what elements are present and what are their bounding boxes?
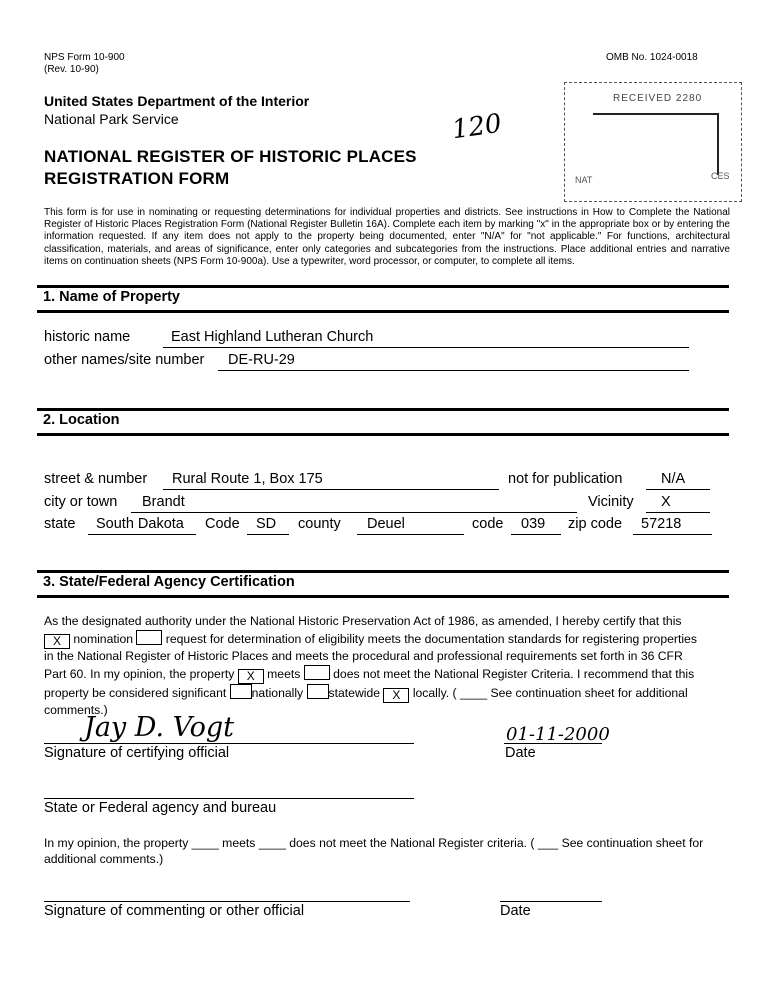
county-code-line [511, 534, 561, 535]
cert-line-4-text: Part 60. In my opinion, the property [44, 666, 235, 681]
street-label: street & number [44, 471, 148, 487]
statewide-checkbox[interactable] [307, 684, 329, 699]
request-label: request for determination of eligibility meets the documentation standards for registering properties [165, 631, 697, 646]
historic-name-label: historic name [44, 329, 131, 345]
locally-checkbox[interactable]: X [383, 688, 409, 703]
section1-title: 1. Name of Property [43, 289, 180, 305]
does-not-meet-label: does not meet the National Register Criteria. I recommend that this [333, 666, 695, 681]
county-label: county [298, 516, 341, 532]
not-for-publication-value[interactable]: N/A [661, 471, 686, 487]
cert-line-4 [44, 665, 734, 684]
historic-name-line [163, 347, 689, 348]
form-number: NPS Form 10-900 [44, 52, 125, 63]
state-code-value[interactable]: SD [256, 516, 277, 532]
county-value[interactable]: Deuel [367, 516, 405, 532]
city-value[interactable]: Brandt [142, 494, 185, 510]
stamp-ces-text: CES [711, 171, 730, 181]
certification-text [44, 614, 734, 718]
department-name: United States Department of the Interior [44, 93, 310, 109]
signature-label: Signature of certifying official [44, 745, 230, 761]
other-names-line [218, 370, 689, 371]
section3-title: 3. State/Federal Agency Certification [43, 574, 295, 590]
zip-value[interactable]: 57218 [641, 516, 682, 532]
cert-line-5-text: property be considered significant [44, 685, 227, 700]
form-title-line1: NATIONAL REGISTER OF HISTORIC PLACES [44, 147, 417, 166]
cert-line-6: comments.) [44, 702, 108, 717]
handwritten-date: 01-11-2000 [506, 724, 610, 745]
not-for-publication-label: not for publication [508, 471, 623, 487]
agency-line [44, 798, 414, 799]
state-line [88, 534, 196, 535]
instructions-text: This form is for use in nominating or requesting determinations for individual properties and districts. See instructions in How to Complete the National Register of Historic Places Registration Form (National Register Bulletin 16A). Complete each item by marking "x" in the appropriate box or by entering the information requested. If any item does not apply to the property being documented, enter "N/A" for "not applicable." For functions, architectural classification, materials, and areas of significance, enter only categories and subcategories from the instructions. Place additional entries and narrative items on continuation sheets (NPS Form 10-900a). Use a typewriter, word processor, or computer, to complete all items. [44, 207, 730, 267]
handwritten-signature: Jay D. Vogt [84, 712, 235, 743]
vicinity-value[interactable]: X [661, 494, 671, 510]
opinion-text: In my opinion, the property ____ meets ____ does not meet the National Register criteria. ( ___ See continuation sheet for additional comments.) [44, 836, 704, 866]
date-label: Date [505, 745, 536, 761]
not-for-publication-line [646, 489, 710, 490]
state-code-label: Code [205, 516, 240, 532]
stamp-received-text: RECEIVED 2280 [613, 93, 703, 104]
county-line [357, 534, 464, 535]
section2-title: 2. Location [43, 412, 120, 428]
commenting-date-label: Date [500, 903, 531, 919]
stamp-nat-text: NAT [575, 175, 593, 185]
historic-name-value[interactable]: East Highland Lutheran Church [171, 329, 374, 345]
locally-label: locally. ( ____ See continuation sheet for additional [412, 685, 688, 700]
section1-header [37, 285, 729, 313]
state-value[interactable]: South Dakota [96, 516, 184, 532]
county-code-label: code [472, 516, 504, 532]
service-name: National Park Service [44, 111, 179, 127]
meets-label: meets [267, 666, 301, 681]
omb-number: OMB No. 1024-0018 [606, 52, 698, 63]
other-names-value[interactable]: DE-RU-29 [228, 352, 295, 368]
commenting-signature-label: Signature of commenting or other official [44, 903, 305, 919]
street-line [163, 489, 499, 490]
handwritten-number: 120 [450, 108, 504, 146]
nationally-label: nationally [251, 685, 304, 700]
commenting-date-line [500, 901, 602, 902]
city-label: city or town [44, 494, 118, 510]
street-value[interactable]: Rural Route 1, Box 175 [172, 471, 323, 487]
state-label: state [44, 516, 76, 532]
vicinity-line [646, 512, 710, 513]
does-not-meet-checkbox[interactable] [304, 665, 330, 680]
request-checkbox[interactable] [136, 630, 162, 645]
state-code-line [247, 534, 289, 535]
cert-line-2 [44, 630, 734, 649]
zip-line [633, 534, 712, 535]
statewide-label: statewide [328, 685, 381, 700]
section3-header [37, 570, 729, 598]
cert-line-5 [44, 684, 734, 703]
nationally-checkbox[interactable] [230, 684, 252, 699]
form-title-line2: REGISTRATION FORM [44, 169, 230, 188]
agency-label: State or Federal agency and bureau [44, 800, 277, 816]
section2-header [37, 408, 729, 436]
received-stamp [564, 82, 742, 202]
county-code-value[interactable]: 039 [521, 516, 546, 532]
vicinity-label: Vicinity [588, 494, 634, 510]
signature-line [44, 743, 414, 744]
date-line [504, 743, 602, 744]
stamp-inner-frame [593, 113, 719, 175]
other-names-label: other names/site number [44, 352, 205, 368]
city-line [131, 512, 577, 513]
nomination-label: nomination [73, 631, 134, 646]
cert-line-3: in the National Register of Historic Places and meets the procedural and professional requirements set forth in 36 CFR [44, 648, 683, 663]
nomination-checkbox[interactable]: X [44, 634, 70, 649]
cert-line-1: As the designated authority under the National Historic Preservation Act of 1986, as amended, I hereby certify that this [44, 614, 682, 628]
meets-checkbox[interactable]: X [238, 669, 264, 684]
zip-label: zip code [568, 516, 623, 532]
form-revision: (Rev. 10-90) [44, 64, 99, 75]
commenting-signature-line [44, 901, 410, 902]
